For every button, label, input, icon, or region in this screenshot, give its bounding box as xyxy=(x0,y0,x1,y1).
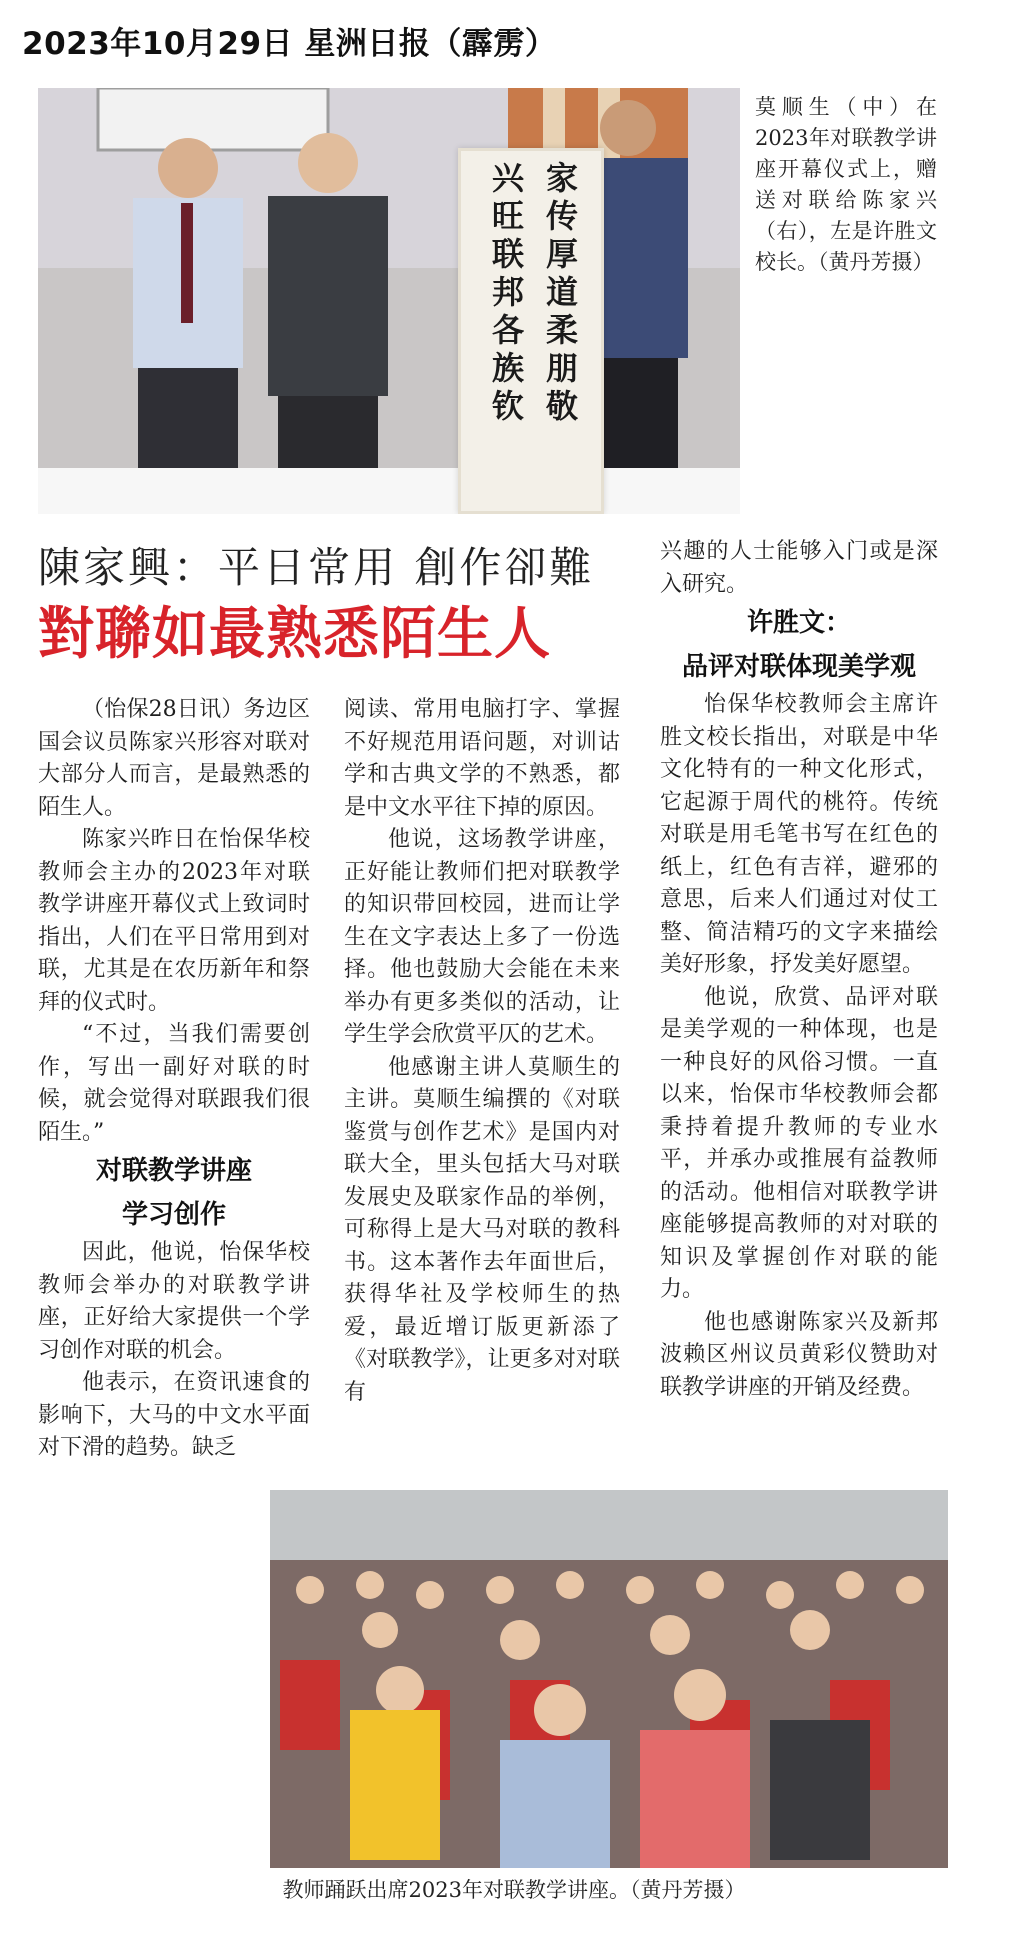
ceremony-photo-caption: 莫顺生（中）在2023年对联教学讲座开幕仪式上，赠送对联给陈家兴（右），左是许胜文校长。（黄丹芳摄） xyxy=(755,95,937,274)
paragraph: （怡保28日讯）务边区国会议员陈家兴形容对联对大部分人而言，是最熟悉的陌生人。 xyxy=(38,697,310,820)
audience-photo-caption: 教师踊跃出席2023年对联教学讲座。（黄丹芳摄） xyxy=(282,1878,746,1902)
paragraph: 他说，这场教学讲座，正好能让教师们把对联教学的知识带回校园，进而让学生在文字表达上多了一份选择。他也鼓励大会能在未来举办有更多类似的活动，让学生学会欣赏平仄的艺术。 xyxy=(344,827,620,1047)
article-column-3 xyxy=(660,536,938,1404)
headline-subtitle: 陳家興：平日常用 創作卻難 xyxy=(38,543,595,592)
paragraph: 他说，欣赏、品评对联是美学观的一种体现，也是一种良好的风俗习惯。一直以来，怡保市华校教师会都秉持着提升教师的专业水平，并承办或推展有益教师的活动。他相信对联教学讲座能够提高教师的对对联的知识及掌握创作对联的能力。 xyxy=(660,984,938,1302)
audience-photo xyxy=(270,1490,948,1868)
section-subhead-1b: 学习创作 xyxy=(121,1200,226,1230)
paragraph: 他也感谢陈家兴及新邦波赖区州议员黄彩仪赞助对联教学讲座的开销及经费。 xyxy=(660,1309,938,1400)
article-column-1 xyxy=(38,694,310,1465)
couplet-line-2: 兴旺联邦各族钦 xyxy=(487,161,525,427)
paragraph: 怡保华校教师会主席许胜文校长指出，对联是中华文化特有的一种文化形式，它起源于周代的桃符。传统对联是用毛笔书写在红色的纸上，红色有吉祥，避邪的意思，后来人们通过对仗工整、简洁精巧的文字来描绘美好形象，抒发美好愿望。 xyxy=(660,692,938,977)
ceremony-photo-illustration xyxy=(38,88,740,514)
ceremony-photo xyxy=(38,88,740,514)
paragraph: “不过，当我们需要创作，写出一副好对联的时候，就会觉得对联跟我们很陌生。” xyxy=(38,1022,310,1145)
headline-title: 對聯如最熟悉陌生人 xyxy=(38,602,551,667)
paragraph: 阅读、常用电脑打字、掌握不好规范用语问题，对训诂学和古典文学的不熟悉，都是中文水平往下掉的原因。 xyxy=(344,697,620,820)
masthead-date-paper: 2023年10月29日 星洲日报（霹雳） xyxy=(22,26,557,62)
paragraph: 因此，他说，怡保华校教师会举办的对联教学讲座，正好给大家提供一个学习创作对联的机会。 xyxy=(38,1240,310,1363)
audience-photo-illustration xyxy=(270,1490,948,1868)
couplet-line-1: 家传厚道柔朋敬 xyxy=(541,161,579,427)
couplet-scroll xyxy=(458,148,604,514)
section-subhead-2a: 许胜文： xyxy=(746,608,851,638)
article-column-2 xyxy=(344,694,620,1409)
paragraph: 他感谢主讲人莫顺生的主讲。莫顺生编撰的《对联鉴赏与创作艺术》是国内对联大全，里头包括大马对联发展史及联家作品的举例，可称得上是大马对联的教科书。这本著作去年面世后，获得华社及学校师生的热爱，最近增订版更新添了《对联教学》，让更多对对联有 xyxy=(344,1054,620,1405)
paragraph: 他表示，在资讯速食的影响下，大马的中文水平面对下滑的趋势。缺乏 xyxy=(38,1370,310,1460)
paragraph: 陈家兴昨日在怡保华校教师会主办的2023年对联教学讲座开幕仪式上致词时指出，人们在平日常用到对联，尤其是在农历新年和祭拜的仪式时。 xyxy=(38,827,310,1015)
section-subhead-1a: 对联教学讲座 xyxy=(95,1156,252,1186)
section-subhead-2b: 品评对联体现美学观 xyxy=(681,652,916,682)
paragraph: 兴趣的人士能够入门或是深入研究。 xyxy=(660,539,938,597)
